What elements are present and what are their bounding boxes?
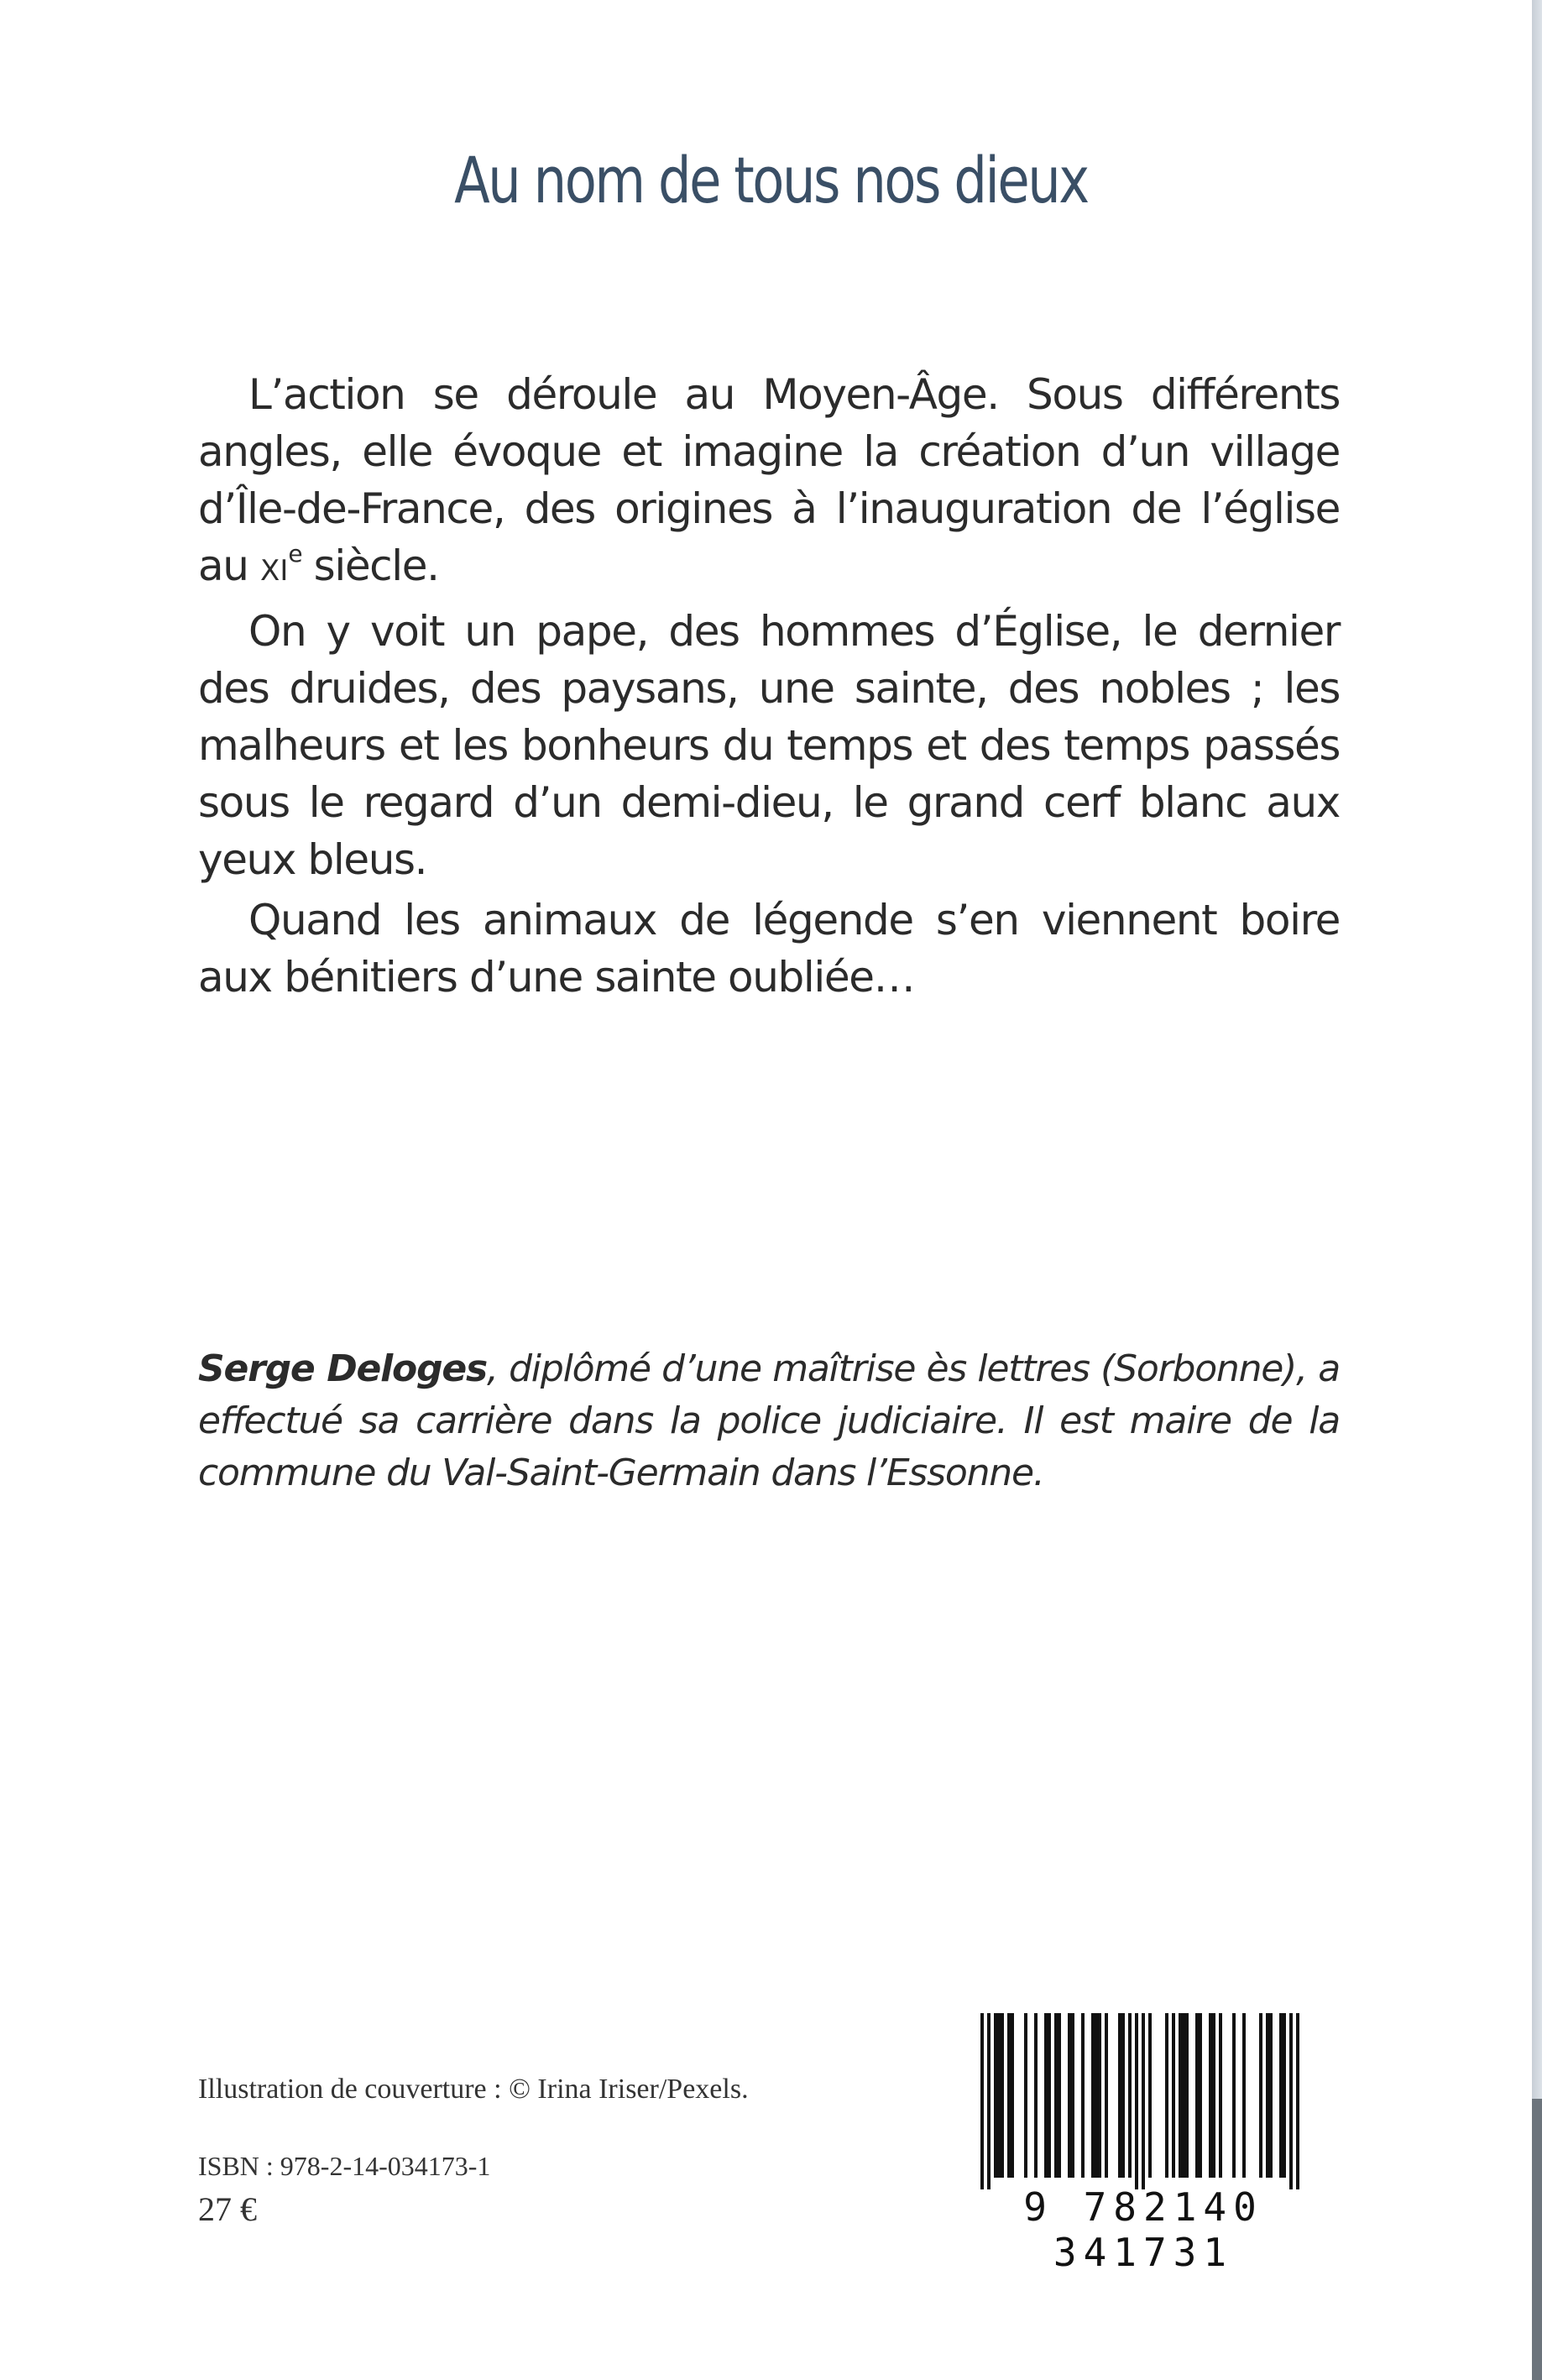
- isbn-barcode: [960, 2013, 1326, 2275]
- barcode-bar: [1259, 2013, 1262, 2178]
- barcode-bar: [1232, 2013, 1236, 2178]
- barcode-bar: [1283, 2013, 1286, 2178]
- barcode-bar: [997, 2013, 1001, 2178]
- barcode-bar: [1071, 2013, 1074, 2178]
- barcode-bar: [1044, 2013, 1048, 2178]
- book-title: Au nom de tous nos dieux: [454, 143, 1088, 217]
- barcode-bar: [1242, 2013, 1246, 2178]
- barcode-bar: [1048, 2013, 1051, 2178]
- barcode-bar: [1296, 2013, 1299, 2189]
- barcode-bar: [1135, 2013, 1138, 2189]
- barcode-bar: [1058, 2013, 1061, 2178]
- barcode-bar: [1121, 2013, 1125, 2178]
- barcode-bar: [1095, 2013, 1098, 2178]
- barcode-bar: [1128, 2013, 1132, 2178]
- barcode-bar: [1269, 2013, 1273, 2178]
- barcode-bar: [1034, 2013, 1038, 2178]
- barcode-bar: [1179, 2013, 1182, 2178]
- barcode-bar: [1172, 2013, 1175, 2178]
- blurb-paragraph-1: L’action se déroule au Moyen-Âge. Sous différents angles, elle évoque et imagine la création d’un village d’Île-de-France, des origines à l’inauguration de l’église au XIe siècle.: [198, 370, 1340, 590]
- barcode-bar: [1011, 2013, 1014, 2178]
- barcode-bar: [1105, 2013, 1108, 2178]
- barcode-bar: [1007, 2013, 1011, 2178]
- barcode-bar: [1024, 2013, 1027, 2178]
- isbn: ISBN : 978-2-14-034173-1: [198, 2151, 491, 2181]
- barcode-bar: [1219, 2013, 1222, 2178]
- spine-edge-dark: [1532, 2099, 1542, 2380]
- barcode-bar: [1279, 2013, 1283, 2178]
- barcode-bar: [1054, 2013, 1058, 2178]
- barcode-bar: [1209, 2013, 1212, 2178]
- barcode-bar: [1185, 2013, 1189, 2178]
- barcode-bars: [960, 2013, 1326, 2189]
- barcode-bar: [1001, 2013, 1004, 2178]
- back-cover-blurb: [198, 366, 1340, 1006]
- blurb-paragraph-3: Quand les animaux de légende s’en viennent boire aux bénitiers d’une sainte oubliée…: [198, 896, 1340, 1002]
- barcode-bar: [1081, 2013, 1085, 2178]
- author-bio: [198, 1343, 1340, 1499]
- barcode-bar: [994, 2013, 997, 2178]
- barcode-bar: [1266, 2013, 1269, 2178]
- barcode-bar: [1091, 2013, 1095, 2178]
- price: 27 €: [198, 2190, 257, 2228]
- barcode-digits: 9 782140 341731: [1023, 2184, 1263, 2275]
- cover-credit: Illustration de couverture : © Irina Iriser/Pexels.: [198, 2074, 749, 2105]
- blurb-paragraph-2: On y voit un pape, des hommes d’Église, le dernier des druides, des paysans, une sainte, des nobles ; les malheurs et les bonheurs du temps et des temps passés sous le regard d’un demi-dieu, le grand cerf blanc aux yeux bleus.: [198, 607, 1340, 884]
- century-ordinal: e: [288, 540, 302, 568]
- barcode-bar: [1212, 2013, 1215, 2178]
- barcode-bar: [1182, 2013, 1185, 2178]
- barcode-bar: [1195, 2013, 1199, 2178]
- barcode-bar: [1148, 2013, 1152, 2178]
- barcode-bar: [1098, 2013, 1101, 2178]
- barcode-bar: [1142, 2013, 1145, 2189]
- barcode-bar: [980, 2013, 984, 2189]
- barcode-bar: [1118, 2013, 1121, 2178]
- barcode-bar: [1165, 2013, 1168, 2178]
- barcode-bar: [1199, 2013, 1202, 2178]
- author-bio-text: , diplômé d’une maîtrise ès lettres (Sorbonne), a effectué sa carrière dans la police judiciaire. Il est maire de la commune du Val-Saint-Germain dans l’Essonne.: [198, 1347, 1340, 1494]
- century-numeral: XI: [260, 554, 289, 588]
- barcode-bar: [1068, 2013, 1071, 2178]
- spine-edge: [1532, 0, 1542, 2380]
- barcode-bar: [987, 2013, 991, 2189]
- author-name: Serge Deloges: [198, 1347, 487, 1390]
- barcode-bar: [1289, 2013, 1293, 2189]
